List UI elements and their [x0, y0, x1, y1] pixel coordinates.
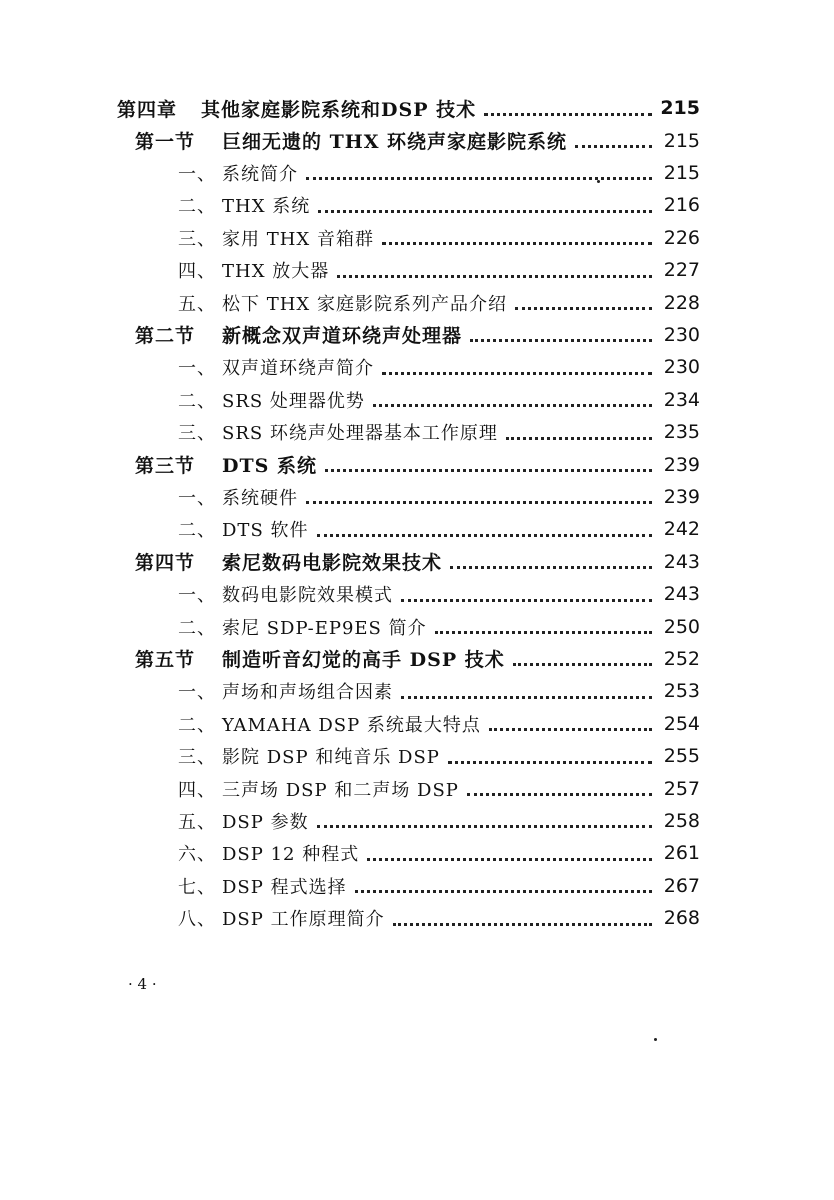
item-label [178, 387, 365, 413]
chapter-title: 其他家庭影院系统和DSP 技术 [201, 98, 477, 121]
item-title: 索尼 SDP-EP9ES 简介 [222, 617, 427, 639]
item-label [178, 776, 459, 802]
dot-leader [317, 823, 652, 828]
section-label [135, 321, 462, 348]
item-number: 二、 [178, 390, 216, 412]
toc-item-row [178, 513, 700, 545]
item-title: 系统硬件 [222, 487, 298, 509]
dot-leader [448, 759, 652, 764]
dot-leader [401, 597, 652, 602]
dot-leader [450, 564, 652, 569]
item-label [178, 516, 309, 542]
dot-leader [484, 111, 652, 116]
item-title: DTS 软件 [222, 520, 309, 542]
chapter-label [117, 95, 476, 122]
item-label [178, 808, 309, 834]
item-page-number: 235 [663, 421, 700, 444]
dot-leader [306, 499, 652, 504]
toc-item-row [178, 805, 700, 837]
toc-item-row [178, 740, 700, 772]
item-page-number: 234 [663, 388, 700, 411]
item-number: 二、 [178, 196, 216, 218]
dot-leader [318, 208, 652, 213]
item-page-number: 253 [663, 680, 700, 703]
item-page-number: 250 [663, 615, 700, 638]
section-title: 索尼数码电影院效果技术 [222, 552, 443, 575]
dot-leader [575, 143, 652, 148]
item-number: 八、 [178, 909, 216, 931]
toc-item-row [178, 416, 700, 448]
item-title: SRS 环绕声处理器基本工作原理 [222, 423, 498, 445]
toc-item-row [178, 708, 700, 740]
toc-item-row [178, 578, 700, 610]
item-page-number: 242 [663, 518, 700, 541]
dot-leader [435, 629, 652, 634]
item-page-number: 258 [663, 809, 700, 832]
item-title: DSP 参数 [222, 811, 309, 833]
item-number: 四、 [178, 779, 216, 801]
dot-leader [382, 240, 652, 245]
item-number: 六、 [178, 844, 216, 866]
item-title: 松下 THX 家庭影院系列产品介绍 [222, 293, 507, 315]
item-number: 五、 [178, 811, 216, 833]
item-label [178, 419, 498, 445]
item-title: THX 系统 [222, 196, 311, 218]
item-title: 影院 DSP 和纯音乐 DSP [222, 747, 440, 769]
dot-leader [393, 921, 652, 926]
item-label [178, 905, 385, 931]
section-title: DTS 系统 [222, 455, 317, 477]
item-title: DSP 程式选择 [222, 876, 347, 898]
item-label [178, 225, 374, 251]
item-title: 系统简介 [222, 163, 298, 185]
item-title: DSP 工作原理简介 [222, 909, 385, 931]
toc-item-row [178, 254, 700, 286]
item-page-number: 267 [663, 874, 700, 897]
section-number: 第四节 [135, 552, 196, 575]
toc-section-row [135, 319, 700, 351]
toc-item-row [178, 481, 700, 513]
item-label [178, 354, 374, 380]
item-number: 一、 [178, 585, 216, 607]
item-page-number: 228 [663, 291, 700, 314]
dot-leader [325, 467, 652, 472]
dot-leader [355, 888, 652, 893]
item-page-number: 227 [663, 259, 700, 282]
item-title: 三声场 DSP 和二声场 DSP [222, 779, 459, 801]
item-number: 三、 [178, 747, 216, 769]
dot-leader [317, 532, 653, 537]
item-title: THX 放大器 [222, 261, 330, 283]
item-label [178, 581, 393, 607]
page-footer-number: · 4 · [128, 975, 157, 993]
section-title: 巨细无遗的 THX 环绕声家庭影院系统 [222, 131, 568, 153]
section-number: 第五节 [135, 649, 196, 672]
item-label [178, 290, 507, 316]
item-number: 三、 [178, 228, 216, 250]
item-label [178, 257, 329, 283]
item-label [178, 614, 427, 640]
scan-speck [597, 180, 600, 183]
item-number: 七、 [178, 876, 216, 898]
item-page-number: 254 [663, 712, 700, 735]
section-label [135, 645, 505, 672]
toc-item-row [178, 837, 700, 869]
item-number: 二、 [178, 520, 216, 542]
item-page-number: 243 [663, 583, 700, 606]
item-label [178, 743, 440, 769]
dot-leader [470, 337, 652, 342]
dot-leader [337, 273, 652, 278]
item-title: 双声道环绕声简介 [222, 358, 374, 380]
section-page-number: 243 [663, 550, 700, 573]
dot-leader [367, 856, 652, 861]
scan-speck [654, 1038, 657, 1041]
toc-item-row [178, 384, 700, 416]
item-page-number: 215 [663, 161, 700, 184]
section-page-number: 230 [663, 323, 700, 346]
item-title: 声场和声场组合因素 [222, 682, 393, 704]
item-number: 一、 [178, 487, 216, 509]
section-title: 新概念双声道环绕声处理器 [222, 325, 463, 348]
item-number: 一、 [178, 358, 216, 380]
toc-item-row [178, 222, 700, 254]
toc-section-row [135, 643, 700, 675]
item-label [178, 484, 298, 510]
item-page-number: 261 [663, 842, 700, 865]
item-number: 四、 [178, 261, 216, 283]
section-title: 制造听音幻觉的高手 DSP 技术 [222, 649, 505, 672]
item-number: 三、 [178, 423, 216, 445]
item-page-number: 239 [663, 485, 700, 508]
item-page-number: 255 [663, 745, 700, 768]
item-label [178, 192, 310, 218]
item-label [178, 873, 347, 899]
toc-section-row [135, 125, 700, 157]
item-page-number: 230 [663, 356, 700, 379]
item-label [178, 840, 359, 866]
section-number: 第三节 [135, 455, 196, 477]
item-number: 一、 [178, 682, 216, 704]
section-label [135, 548, 442, 575]
toc-item-row [178, 675, 700, 707]
dot-leader [401, 694, 652, 699]
toc-item-row [178, 189, 700, 221]
chapter-page-number: 215 [660, 97, 700, 119]
section-page-number: 239 [663, 453, 700, 476]
toc-item-row [178, 902, 700, 934]
toc-item-row [178, 287, 700, 319]
item-title: SRS 处理器优势 [222, 390, 365, 412]
item-title: 家用 THX 音箱群 [222, 228, 374, 250]
section-number: 第一节 [135, 131, 196, 153]
item-number: 二、 [178, 714, 216, 736]
item-title: 数码电影院效果模式 [222, 585, 393, 607]
section-label [135, 127, 567, 154]
item-page-number: 257 [663, 777, 700, 800]
item-title: YAMAHA DSP 系统最大特点 [222, 714, 481, 736]
dot-leader [373, 402, 652, 407]
dot-leader [515, 305, 652, 310]
toc-item-row [178, 611, 700, 643]
toc-section-row [135, 449, 700, 481]
dot-leader [513, 661, 652, 666]
item-number: 二、 [178, 617, 216, 639]
item-page-number: 268 [663, 907, 700, 930]
dot-leader [467, 791, 652, 796]
item-label [178, 678, 393, 704]
item-page-number: 226 [663, 226, 700, 249]
toc-item-row [178, 351, 700, 383]
dot-leader [489, 726, 652, 731]
item-label [178, 711, 481, 737]
toc-chapter-row [117, 92, 700, 124]
section-number: 第二节 [135, 325, 196, 348]
item-label [178, 160, 298, 186]
section-page-number: 252 [663, 647, 700, 670]
toc-item-row [178, 870, 700, 902]
toc-section-row [135, 546, 700, 578]
chapter-number: 第四章 [117, 98, 178, 121]
item-page-number: 216 [663, 194, 700, 217]
toc-item-row [178, 157, 700, 189]
section-label [135, 451, 317, 478]
toc-item-row [178, 773, 700, 805]
item-number: 五、 [178, 293, 216, 315]
dot-leader [506, 435, 652, 440]
section-page-number: 215 [663, 129, 700, 152]
dot-leader [382, 370, 652, 375]
dot-leader [306, 175, 652, 180]
item-title: DSP 12 种程式 [222, 844, 360, 866]
item-number: 一、 [178, 163, 216, 185]
